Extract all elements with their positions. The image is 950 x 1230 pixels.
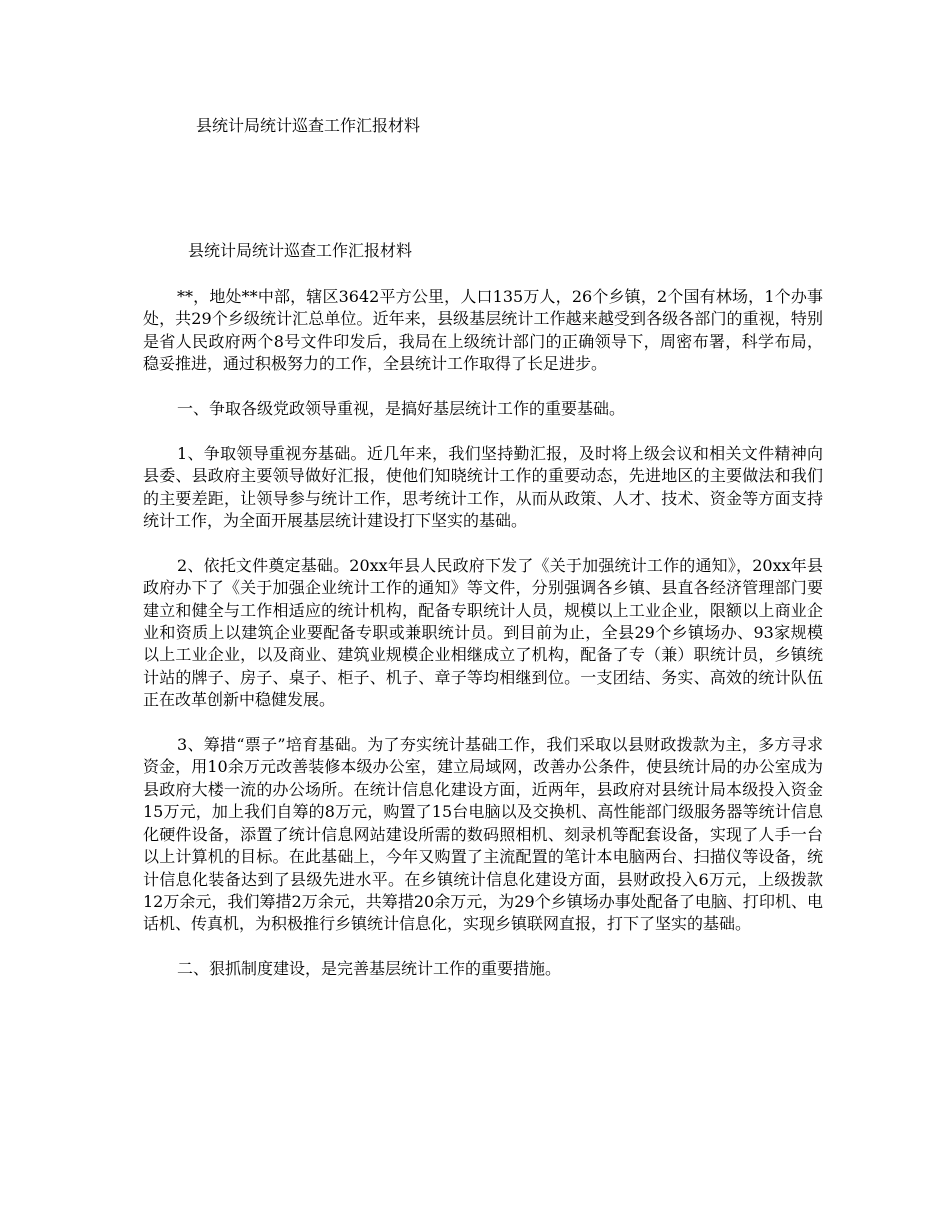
document-body [143,286,823,1003]
paragraph-2: 2、依托文件奠定基础。20xx年县人民政府下发了《关于加强统计工作的通知》，20xx年县政府办下了《关于加强企业统计工作的通知》等文件，分别强调各乡镇、县直各经济管理部门要建立和健全与工作相适应的统计机构，配备专职统计人员，规模以上工业企业，限额以上商业企业和资质上以建筑企业要配备专职或兼职统计员。到目前为止，全县29个乡镇场办、93家规模以上工业企业，以及商业、建筑业规模企业相继成立了机构，配备了专（兼）职统计员，乡镇统计站的牌子、房子、桌子、柜子、机子、章子等均相继到位。一支团结、务实、高效的统计队伍正在改革创新中稳健发展。 [143,555,823,710]
section-heading-2: 二、狠抓制度建设，是完善基层统计工作的重要措施。 [177,959,562,979]
paragraph-3: 3、筹措“票子”培育基础。为了夯实统计基础工作，我们采取以县财政拨款为主，多方寻求资金，用10余万元改善装修本级办公室，建立局域网，改善办公条件，使县统计局的办公室成为县政府大楼一流的办公场所。在统计信息化建设方面，近两年，县政府对县统计局本级投入资金15万元，加上我们自筹的8万元，购置了15台电脑以及交换机、高性能部门级服务器等统计信息化硬件设备，添置了统计信息网站建设所需的数码照相机、刻录机等配套设备，实现了人手一台以上计算机的目标。在此基础上，今年又购置了主流配置的笔计本电脑两台、扫描仪等设备，统计信息化装备达到了县级先进水平。在乡镇统计信息化建设方面，县财政投入6万元，上级拨款12万余元，我们筹措2万余元，共筹措20余万元，为29个乡镇场办事处配备了电脑、打印机、电话机、传真机，为积极推行乡镇统计信息化，实现乡镇联网直报，打下了坚实的基础。 [143,735,823,934]
document-title: 县统计局统计巡查工作汇报材料 [196,116,421,135]
paragraph-1: 1、争取领导重视夯基础。近几年来，我们坚持勤汇报，及时将上级会议和相关文件精神向县委、县政府主要领导做好汇报，使他们知晓统计工作的重要动态，先进地区的主要做法和我们的主要差距，让领导参与统计工作，思考统计工作，从而从政策、人才、技术、资金等方面支持统计工作，为全面开展基层统计建设打下坚实的基础。 [143,443,823,531]
section-heading-1: 一、争取各级党政领导重视，是搞好基层统计工作的重要基础。 [177,399,626,419]
paragraph-intro: **，地处**中部，辖区3642平方公里，人口135万人，26个乡镇，2个国有林场，1个办事处，共29个乡级统计汇总单位。近年来，县级基层统计工作越来越受到各级各部门的重视，特别是省人民政府两个8号文件印发后，我局在上级统计部门的正确领导下，周密布署，科学布局，稳妥推进，通过积极努力的工作，全县统计工作取得了长足进步。 [143,287,823,374]
document-heading: 县统计局统计巡查工作汇报材料 [188,241,413,260]
